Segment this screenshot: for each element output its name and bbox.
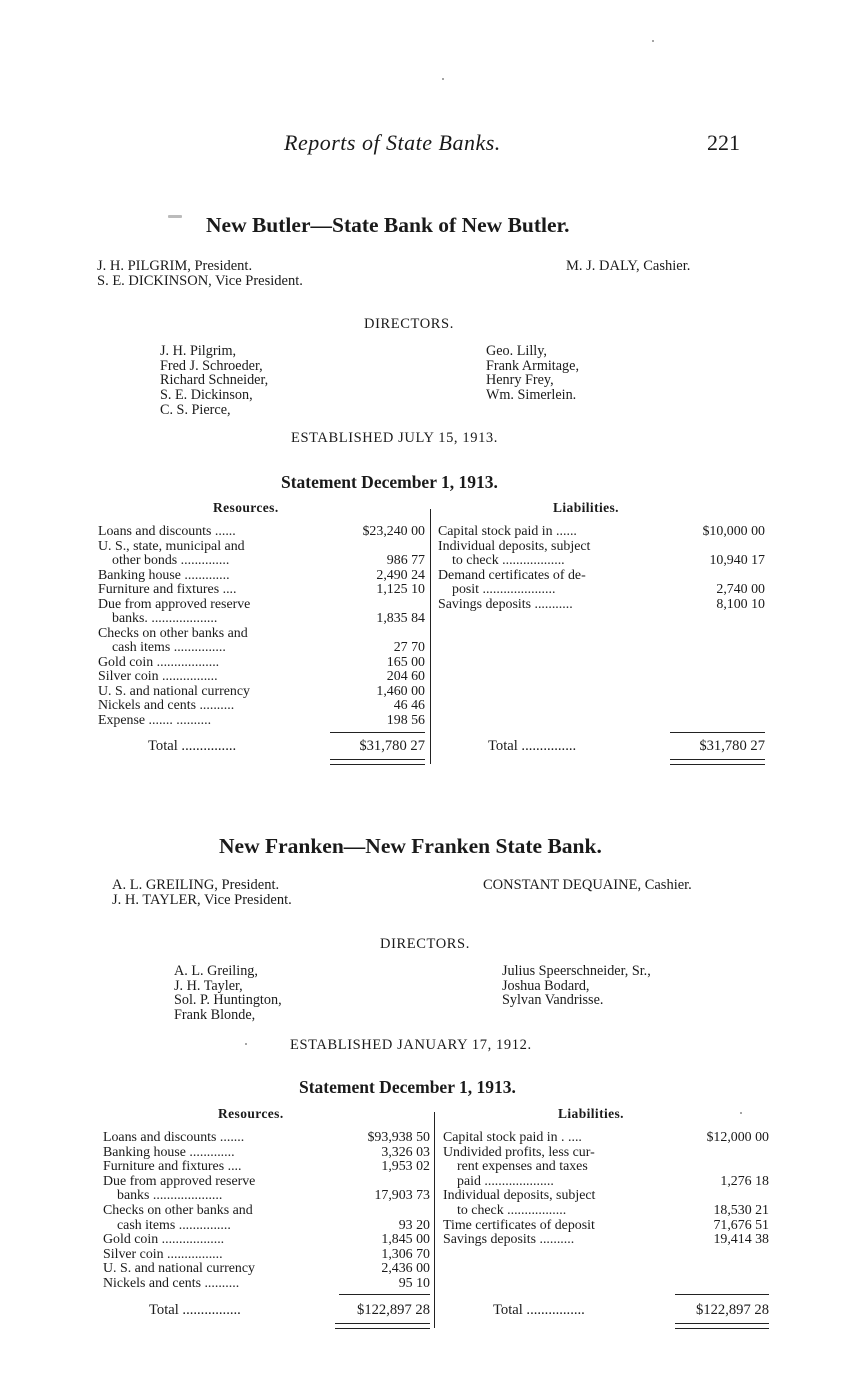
bank-title: New Butler—State Bank of New Butler. [206,213,570,237]
table-row [443,1175,769,1190]
officer-cashier: M. J. DALY, Cashier. [566,258,691,274]
row-label: Expense ....... .......... [98,712,212,728]
table-row [98,525,425,540]
directors-right [486,344,579,403]
director-name: Geo. Lilly, [486,343,547,359]
row-amount: $93,938 50 [367,1130,430,1145]
row-amount: 17,903 73 [374,1188,430,1204]
row-label: Time certificates of deposit [443,1217,595,1233]
directors-left [160,344,268,418]
row-label: Furniture and fixtures .... [103,1159,242,1175]
total-row [438,739,765,754]
column-divider [434,1112,435,1328]
officer-line: S. E. DICKINSON, Vice President. [97,273,303,289]
row-label: Banking house ............. [98,567,230,583]
row-amount: 1,953 02 [381,1159,430,1175]
running-title: Reports of State Banks. [284,130,501,155]
officer-line: J. H. TAYLER, Vice President. [112,892,292,908]
established-line: ESTABLISHED JANUARY 17, 1912. [290,1037,532,1053]
row-label: posit ..................... [452,582,556,597]
table-row [103,1146,430,1161]
table-row [98,656,425,671]
row-amount: 165 00 [386,654,425,670]
row-label: Gold coin .................. [103,1232,225,1248]
row-label: Silver coin ................ [103,1246,223,1262]
row-label: cash items ............... [117,1217,231,1233]
table-row [443,1160,769,1175]
officer-line: A. L. GREILING, President. [112,877,280,893]
total-label: Total ................ [493,1302,585,1318]
director-name: Richard Schneider, [160,372,269,389]
row-label: cash items ............... [112,640,226,655]
row-label: banks .................... [117,1188,223,1204]
total-double-rule [330,759,425,765]
total-amount: $31,780 27 [699,738,765,754]
table-row [98,627,425,642]
director-name: Joshua Bodard, [502,977,590,994]
scan-speck [652,40,654,42]
row-amount: 2,436 00 [381,1261,430,1277]
table-row [103,1219,430,1234]
row-amount: $12,000 00 [706,1130,769,1145]
liabilities-heading: Liabilities. [558,1106,624,1121]
scan-speck [442,78,444,80]
row-amount: 1,460 00 [376,683,425,699]
total-row [103,1303,430,1318]
row-label: Demand certificates of de- [438,567,586,583]
table-row [438,525,765,540]
total-row [98,739,425,754]
scan-speck [245,1043,247,1045]
row-amount: 95 10 [398,1276,430,1291]
table-row [438,540,765,555]
table-row [98,685,425,700]
row-amount: 1,125 10 [376,582,425,597]
table-row [98,554,425,569]
row-label: Due from approved reserve [98,596,251,612]
row-label: Furniture and fixtures .... [98,582,237,597]
row-amount: 2,740 00 [716,582,765,597]
row-label: Individual deposits, subject [443,1188,596,1204]
sum-rule [675,1294,769,1295]
total-label: Total ................ [149,1302,241,1318]
page-number: 221 [707,130,740,155]
table-row [103,1248,430,1263]
director-name: Henry Frey, [486,372,554,389]
total-double-rule [670,759,765,765]
sum-rule [330,732,425,733]
director-name: J. H. Tayler, [174,977,243,994]
officer-cashier: CONSTANT DEQUAINE, Cashier. [483,877,692,893]
row-label: Gold coin .................. [98,654,220,670]
table-row [98,714,425,729]
row-label: Capital stock paid in . .... [443,1130,582,1145]
scan-speck [740,1112,742,1114]
row-label: rent expenses and taxes [457,1159,588,1175]
row-label: Due from approved reserve [103,1173,256,1189]
director-name: Frank Blonde, [174,1007,256,1024]
table-row [443,1233,769,1248]
row-label: U. S. and national currency [103,1261,255,1277]
row-amount: 8,100 10 [716,596,765,612]
row-label: Undivided profits, less cur- [443,1144,595,1160]
table-row [98,569,425,584]
row-amount: 46 46 [393,698,425,713]
scan-mark [168,215,182,218]
officers-left [112,878,292,908]
row-label: Capital stock paid in ...... [438,524,577,539]
row-label: to check .................. [452,553,565,568]
table-row [438,583,765,598]
director-name: Wm. Simerlein. [486,387,577,404]
directors-left [174,964,282,1023]
row-label: banks. ................... [112,611,218,626]
table-row [438,598,765,613]
total-label: Total ............... [148,738,237,754]
officers-left [97,259,303,289]
liabilities-heading: Liabilities. [553,500,619,515]
row-label: to check ................. [457,1203,567,1218]
total-double-rule [675,1323,769,1329]
row-amount: 198 56 [386,712,425,728]
resources-table [98,525,425,765]
row-label: Checks on other banks and [98,625,248,641]
director-name: Sylvan Vandrisse. [502,992,604,1009]
table-row [98,670,425,685]
directors-heading: DIRECTORS. [364,316,454,332]
table-row [103,1189,430,1204]
table-row [98,598,425,613]
director-name: Sol. P. Huntington, [174,992,282,1009]
table-row [103,1175,430,1190]
established-line: ESTABLISHED JULY 15, 1913. [291,430,498,446]
row-label: Nickels and cents .......... [98,698,235,713]
table-row [98,583,425,598]
statement-heading: Statement December 1, 1913. [299,1077,516,1097]
row-label: other bonds .............. [112,553,230,568]
director-name: A. L. Greiling, [174,963,258,979]
row-amount: 1,276 18 [720,1173,769,1189]
director-name: Fred J. Schroeder, [160,357,263,374]
row-amount: 18,530 21 [713,1203,769,1218]
table-row [443,1204,769,1219]
row-amount: 2,490 24 [376,567,425,583]
director-name: C. S. Pierce, [160,401,231,418]
table-row [103,1233,430,1248]
row-amount: 93 20 [398,1217,430,1233]
total-amount: $122,897 28 [357,1302,430,1318]
row-label: U. S., state, municipal and [98,538,245,554]
row-amount: 3,326 03 [381,1144,430,1160]
directors-right [502,964,651,1008]
total-amount: $122,897 28 [696,1302,769,1318]
row-label: Loans and discounts ....... [103,1130,245,1145]
row-amount: $23,240 00 [362,524,425,539]
table-row [443,1146,769,1161]
row-label: Loans and discounts ...... [98,524,236,539]
liabilities-table [438,525,765,765]
director-name: Frank Armitage, [486,357,579,374]
liabilities-table [443,1131,769,1341]
row-amount: 19,414 38 [713,1232,769,1248]
table-row [103,1204,430,1219]
row-amount: 27 70 [393,640,425,655]
total-row [443,1303,769,1318]
statement-heading: Statement December 1, 1913. [281,472,498,492]
row-label: U. S. and national currency [98,683,250,699]
table-row [443,1219,769,1234]
sum-rule [670,732,765,733]
table-row [98,641,425,656]
table-row [443,1189,769,1204]
table-row [103,1277,430,1292]
director-name: Julius Speerschneider, Sr., [502,963,651,979]
row-label: Savings deposits .......... [443,1232,575,1248]
row-amount: 1,835 84 [376,611,425,626]
officer-line: J. H. PILGRIM, President. [97,258,253,274]
row-label: Nickels and cents .......... [103,1276,240,1291]
resources-heading: Resources. [218,1106,284,1121]
row-label: Silver coin ................ [98,669,218,684]
total-amount: $31,780 27 [359,738,425,754]
director-name: J. H. Pilgrim, [160,343,237,359]
table-row [103,1160,430,1175]
table-row [438,554,765,569]
row-amount: 10,940 17 [709,553,765,568]
sum-rule [339,1294,430,1295]
table-row [103,1131,430,1146]
director-name: S. E. Dickinson, [160,387,253,404]
column-divider [430,509,431,764]
row-amount: 204 60 [386,669,425,684]
row-amount: 71,676 51 [713,1217,769,1233]
row-label: paid .................... [457,1173,554,1189]
row-amount: 1,845 00 [381,1232,430,1248]
resources-heading: Resources. [213,500,279,515]
table-row [98,540,425,555]
row-label: Checks on other banks and [103,1203,253,1218]
total-double-rule [335,1323,430,1329]
table-row [98,699,425,714]
row-amount: 1,306 70 [381,1246,430,1262]
table-row [443,1131,769,1146]
bank-title: New Franken—New Franken State Bank. [219,834,602,858]
row-label: Individual deposits, subject [438,538,591,554]
table-row [438,569,765,584]
table-row [103,1262,430,1277]
row-amount: 986 77 [386,553,425,568]
total-label: Total ............... [488,738,577,754]
row-amount: $10,000 00 [702,524,765,539]
row-label: Savings deposits ........... [438,596,573,612]
table-row [98,612,425,627]
row-label: Banking house ............. [103,1144,235,1160]
resources-table [103,1131,430,1341]
directors-heading: DIRECTORS. [380,936,470,952]
